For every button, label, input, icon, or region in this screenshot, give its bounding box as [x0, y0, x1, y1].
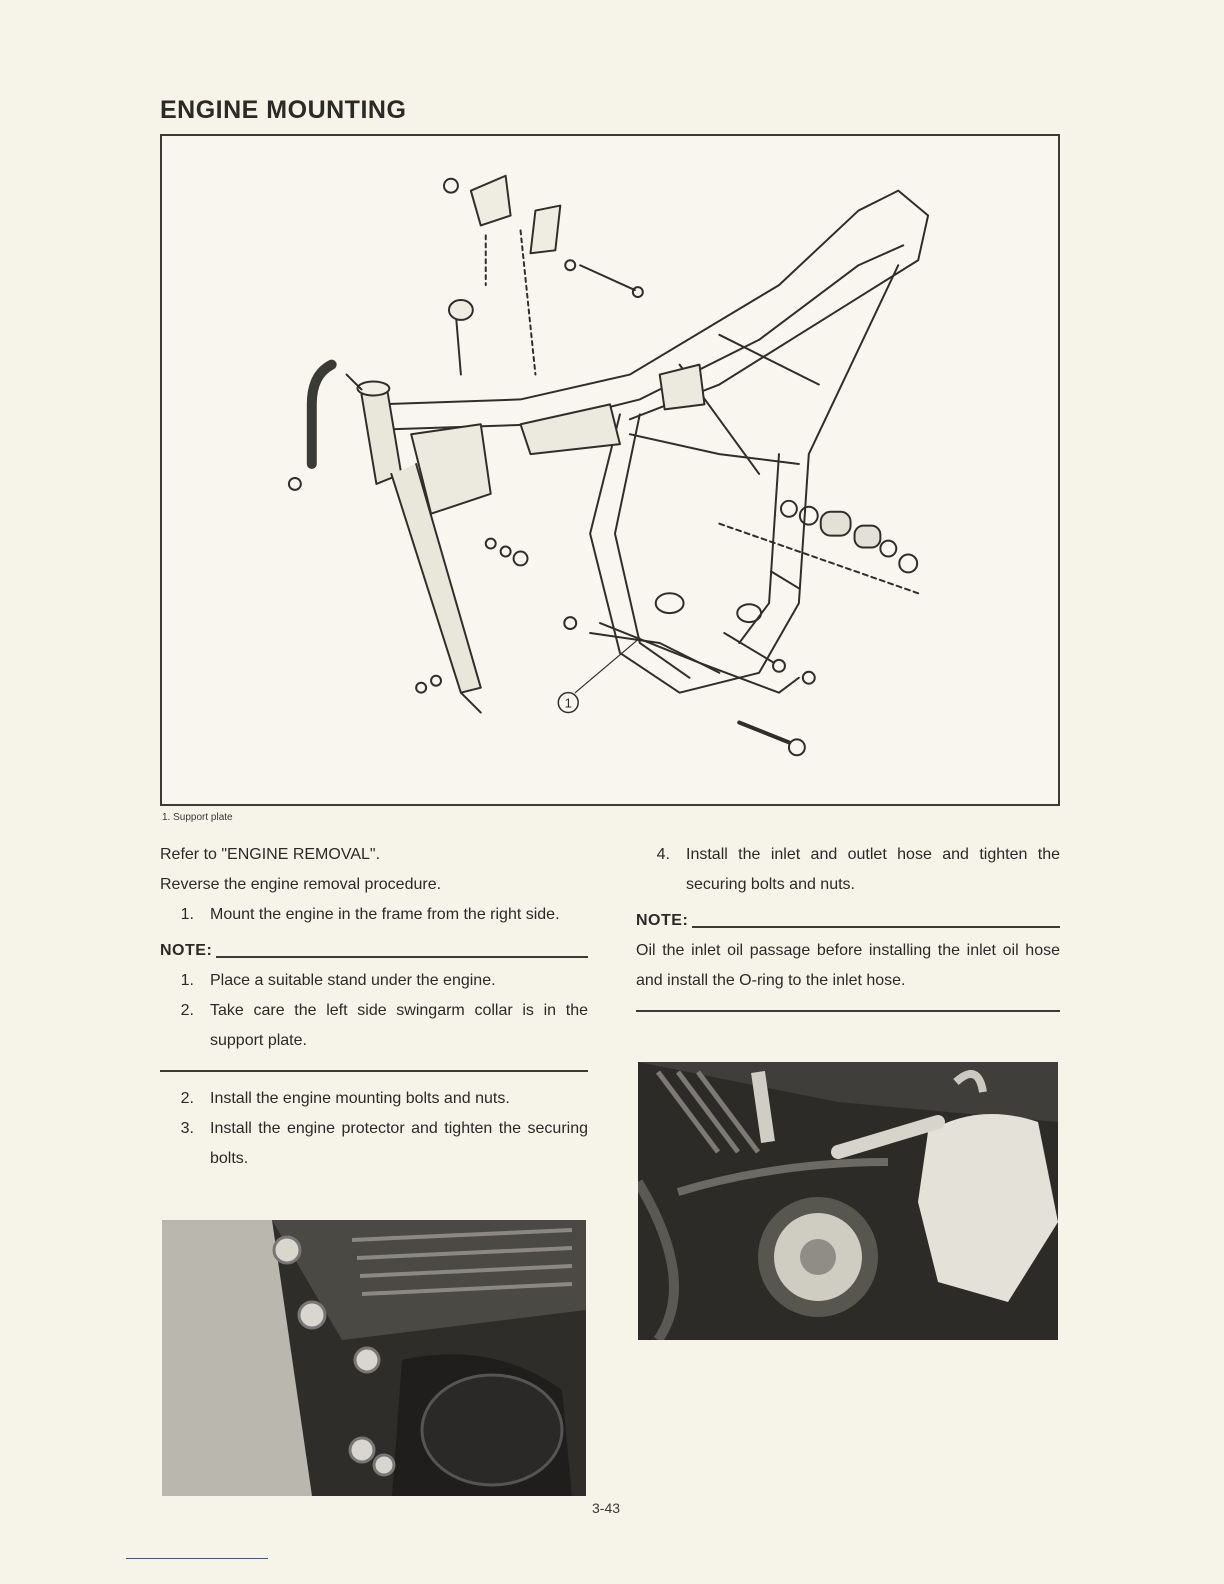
note-heading	[160, 936, 588, 966]
step-number: 3.	[180, 1120, 194, 1137]
frame-exploded-diagram	[160, 134, 1060, 806]
figure-caption: 1. Support plate	[162, 812, 233, 823]
note-heading	[636, 906, 1060, 936]
step-text: Install the engine mounting bolts and nuts.	[210, 1090, 510, 1107]
step-4	[636, 840, 1060, 900]
intro-reference: Refer to "ENGINE REMOVAL".	[160, 846, 381, 863]
page-number: 3-43	[592, 1500, 621, 1516]
note-line	[692, 926, 1060, 928]
note-item	[160, 966, 588, 996]
note-item-text: Take care the left side swingarm collar is in the support plate.	[210, 1002, 588, 1049]
step-number: 1.	[180, 906, 194, 923]
intro-reverse: Reverse the engine removal procedure.	[160, 876, 442, 893]
step-text: Install the engine protector and tighten the securing bolts.	[210, 1120, 588, 1167]
callout-label: 1	[564, 695, 572, 711]
right-column	[636, 840, 1060, 1024]
note-line	[216, 956, 588, 958]
note-label: NOTE:	[636, 912, 689, 929]
step-number: 4.	[656, 846, 670, 863]
engine-protector-photo	[162, 1220, 586, 1496]
footer-link-line	[126, 1558, 268, 1559]
page-title: ENGINE MOUNTING	[160, 96, 407, 124]
inlet-hose-photo	[638, 1062, 1058, 1340]
note-end-rule	[636, 1010, 1060, 1012]
step-text: Mount the engine in the frame from the right side.	[210, 906, 560, 923]
step-1	[160, 900, 588, 930]
note-item-number: 2.	[180, 1002, 194, 1019]
step-text: Install the inlet and outlet hose and tighten the securing bolts and nuts.	[686, 846, 1060, 893]
note-label: NOTE:	[160, 942, 213, 959]
note-item-text: Place a suitable stand under the engine.	[210, 972, 496, 989]
note-item-number: 1.	[180, 972, 194, 989]
note-text: Oil the inlet oil passage before installing the inlet oil hose and install the O-ring to the inlet hose.	[636, 942, 1060, 989]
note-end-rule	[160, 1070, 588, 1072]
left-column	[160, 840, 588, 1174]
step-number: 2.	[180, 1090, 194, 1107]
step-3	[160, 1114, 588, 1174]
note-item	[160, 996, 588, 1056]
step-2	[160, 1084, 588, 1114]
frame-illustration	[162, 136, 1058, 804]
